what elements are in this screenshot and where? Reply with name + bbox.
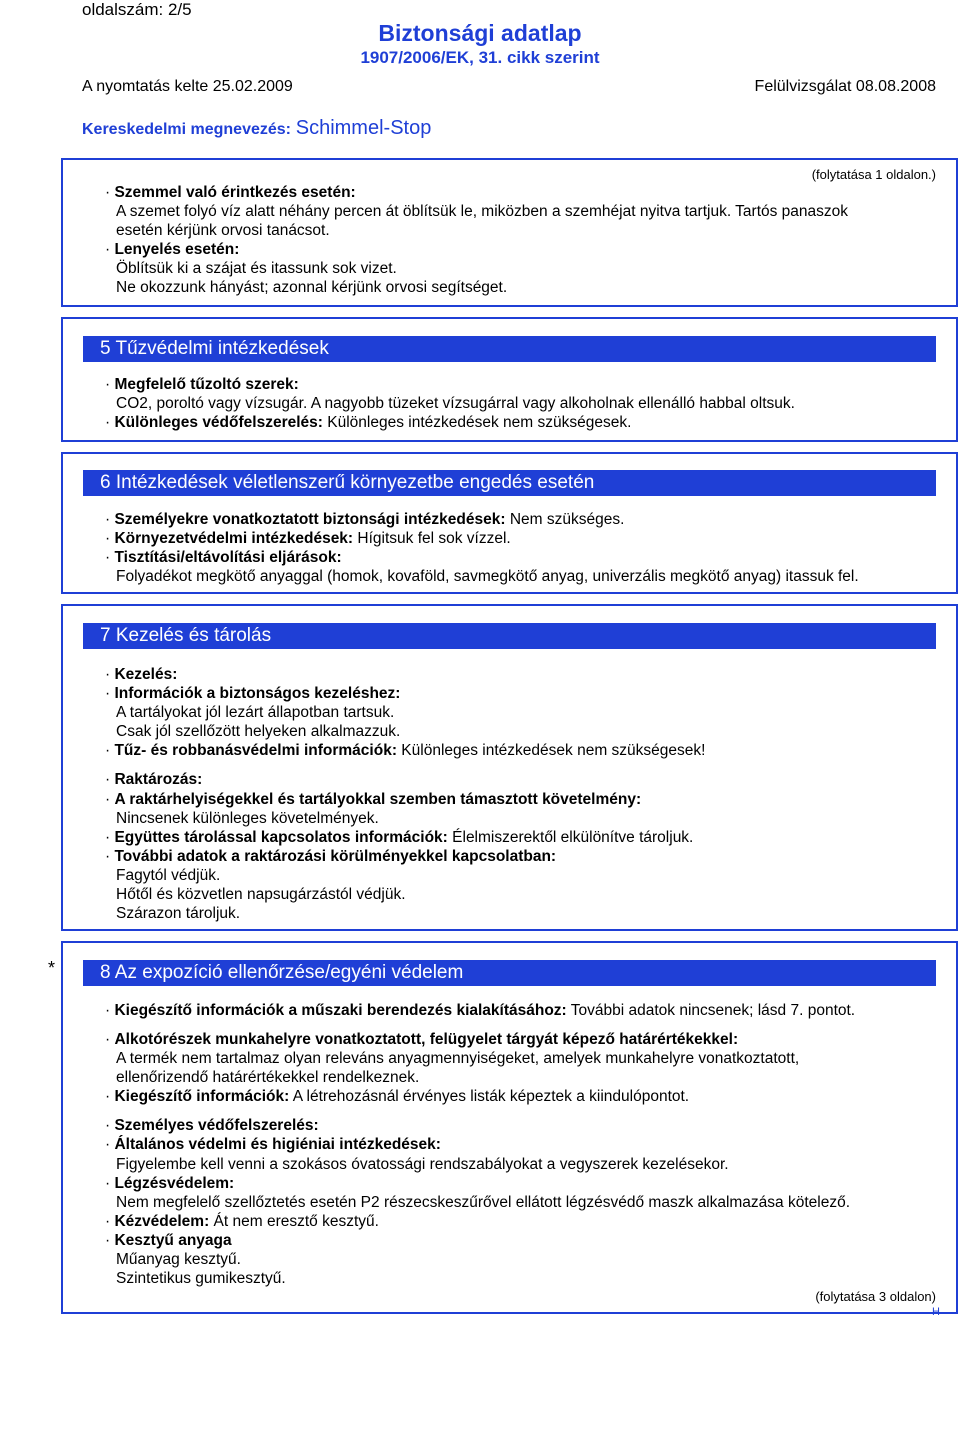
cleanup-row: · Tisztítási/eltávolítási eljárások: (105, 549, 342, 566)
handling-label: Kezelés: (114, 666, 178, 683)
glove-material-text-1: Műanyag kesztyű. (116, 1251, 241, 1268)
revision-date: Felülvizsgálat 08.08.2008 (754, 78, 936, 95)
additional-info-label: Kiegészítő információk: (114, 1088, 290, 1105)
additional-info-row: · Kiegészítő információk: A létrehozásnál érvényes listák képeztek a kiindulópontot. (105, 1088, 690, 1105)
common-storage-label: Együttes tárolással kapcsolatos információk: (114, 829, 448, 846)
storage-requirements-text: Nincsenek különleges követelmények. (116, 810, 379, 827)
additional-info-text: A létrehozásnál érvényes listák képeztek a kiindulópontot. (292, 1088, 690, 1105)
personal-precautions-row: · Személyekre vonatkoztatott biztonsági intézkedések: Nem szükséges. (105, 511, 625, 528)
storage-requirements-row: · A raktárhelyiségekkel és tartályokkal szemben támasztott követelmény: (105, 791, 642, 808)
storage-label: Raktározás: (114, 771, 203, 788)
common-storage-text: Élelmiszerektől elkülönítve tároljuk. (452, 829, 694, 846)
section-6-title: 6 Intézkedések véletlenszerű környezetbe engedés esetén (83, 470, 936, 496)
fire-explosion-row: · Tűz- és robbanásvédelmi információk: Különleges intézkedések nem szükségesek! (105, 742, 706, 759)
swallow-text-1: Öblítsük ki a szájat és itassunk sok vizet. (116, 260, 397, 277)
safe-handling-text-1: A tartályokat jól lezárt állapotban tartsuk. (116, 704, 395, 721)
swallow-text-2: Ne okozzunk hányást; azonnal kérjünk orvosi segítséget. (116, 279, 508, 296)
extinguishing-media-text: CO2, poroltó vagy vízsugár. A nagyobb tüzeket vízsugárral vagy alkoholnak ellenálló habbal oltsuk. (116, 395, 795, 412)
storage-row: · Raktározás: (105, 771, 203, 788)
general-measures-text: Figyelembe kell venni a szokásos óvatossági rendszabályokat a vegyszerek kezelésekor. (116, 1156, 729, 1173)
safe-handling-text-2: Csak jól szellőzött helyeken alkalmazzuk. (116, 723, 401, 740)
respiratory-text: Nem megfelelő szellőztetés esetén P2 részecskeszűrővel ellátott légzésvédő maszk alkalmazása kötelező. (116, 1194, 851, 1211)
handling-row: · Kezelés: (105, 666, 178, 683)
ppe-row: · Személyes védőfelszerelés: (105, 1117, 319, 1134)
glove-material-label: Kesztyű anyaga (114, 1232, 232, 1249)
storage-requirements-label: A raktárhelyiségekkel és tartályokkal szemben támasztott követelmény: (114, 791, 642, 808)
document-title: Biztonsági adatlap (378, 20, 582, 46)
environmental-text: Hígitsuk fel sok vízzel. (357, 530, 511, 547)
eye-contact-text-2: esetén kérjünk orvosi tanácsot. (116, 222, 330, 239)
common-storage-row: · Együttes tárolással kapcsolatos információk: Élelmiszerektől elkülönítve tároljuk. (105, 829, 694, 846)
protective-equipment-text: Különleges intézkedések nem szükségesek. (327, 414, 632, 431)
document-subtitle: 1907/2006/EK, 31. cikk szerint (360, 48, 600, 67)
glove-material-text-2: Szintetikus gumikesztyű. (116, 1270, 286, 1287)
first-aid-box (61, 158, 958, 307)
continued-from: (folytatása 1 oldalon.) (811, 167, 936, 182)
storage-conditions-label: További adatok a raktározási körülményekkel kapcsolatban: (114, 848, 557, 865)
eye-contact-row: · Szemmel való érintkezés esetén: (105, 184, 356, 201)
trade-name-row (82, 117, 431, 140)
section-6-box (61, 452, 958, 594)
protective-equipment-label: Különleges védőfelszerelés: (114, 414, 323, 431)
limit-values-row: · Alkotórészek munkahelyre vonatkoztatott, felügyelet tárgyát képező határértékekkel: (105, 1031, 739, 1048)
section-5-box (61, 317, 958, 442)
environmental-row: · Környezetvédelmi intézkedések: Hígitsuk fel sok vízzel. (105, 530, 511, 547)
extinguishing-media-label: Megfelelő tűzoltó szerek: (114, 376, 299, 393)
storage-conditions-text-3: Szárazon tároljuk. (116, 905, 241, 922)
technical-info-row: · Kiegészítő információk a műszaki berendezés kialakításához: További adatok nincsenek; lásd 7. pontot. (105, 1002, 856, 1019)
trade-name-label: Kereskedelmi megnevezés: (82, 121, 291, 138)
glove-material-row: · Kesztyű anyaga (105, 1232, 232, 1249)
general-measures-row: · Általános védelmi és higiéniai intézkedések: (105, 1136, 441, 1153)
respiratory-row: · Légzésvédelem: (105, 1175, 235, 1192)
ppe-label: Személyes védőfelszerelés: (114, 1117, 319, 1134)
cleanup-label: Tisztítási/eltávolítási eljárások: (114, 549, 342, 566)
storage-conditions-text-1: Fagytól védjük. (116, 867, 221, 884)
print-date: A nyomtatás kelte 25.02.2009 (82, 78, 293, 95)
hand-protection-row: · Kézvédelem: Át nem eresztő kesztyű. (105, 1213, 379, 1230)
limit-values-text-2: ellenőrizendő határértékekkel rendelkeznek. (116, 1069, 420, 1086)
swallow-row: · Lenyelés esetén: (105, 241, 240, 258)
page-number: oldalszám: 2/5 (82, 0, 192, 19)
respiratory-label: Légzésvédelem: (114, 1175, 235, 1192)
fire-explosion-label: Tűz- és robbanásvédelmi információk: (114, 742, 397, 759)
protective-equipment-row: · Különleges védőfelszerelés: Különleges intézkedések nem szükségesek. (105, 414, 632, 431)
section-8-title: 8 Az expozíció ellenőrzése/egyéni védelem (83, 960, 936, 986)
hand-protection-label: Kézvédelem: (114, 1213, 210, 1230)
extinguishing-media-row: · Megfelelő tűzoltó szerek: (105, 376, 299, 393)
footer-mark: H (932, 1306, 940, 1318)
storage-conditions-text-2: Hőtől és közvetlen napsugárzástól védjük. (116, 886, 406, 903)
fire-explosion-text: Különleges intézkedések nem szükségesek! (401, 742, 706, 759)
limit-values-label: Alkotórészek munkahelyre vonatkoztatott, felügyelet tárgyát képező határértékekkel: (114, 1031, 739, 1048)
general-measures-label: Általános védelmi és higiéniai intézkedések: (114, 1136, 441, 1153)
swallow-label: Lenyelés esetén: (114, 241, 240, 258)
eye-contact-text-1: A szemet folyó víz alatt néhány percen át öblítsük le, miközben a szemhéjat nyitva tartjuk. Tartós panaszok (116, 203, 849, 220)
storage-conditions-row: · További adatok a raktározási körülményekkel kapcsolatban: (105, 848, 557, 865)
section-7-title: 7 Kezelés és tárolás (83, 623, 936, 649)
technical-info-label: Kiegészítő információk a műszaki berendezés kialakításához: (114, 1002, 567, 1019)
cleanup-text: Folyadékot megkötő anyaggal (homok, kovaföld, savmegkötő anyag, univerzális megkötő anyag) itassuk fel. (116, 568, 859, 585)
environmental-label: Környezetvédelmi intézkedések: (114, 530, 354, 547)
limit-values-text-1: A termék nem tartalmaz olyan releváns anyagmennyiségeket, amelyek munkahelyre vonatkoztatott, (116, 1050, 800, 1067)
continued-on: (folytatása 3 oldalon) (815, 1289, 936, 1304)
trade-name-value: Schimmel-Stop (295, 117, 432, 139)
personal-precautions-label: Személyekre vonatkoztatott biztonsági intézkedések: (114, 511, 506, 528)
safe-handling-row: · Információk a biztonságos kezeléshez: (105, 685, 401, 702)
hand-protection-text: Át nem eresztő kesztyű. (213, 1213, 379, 1230)
section-8-box (61, 941, 958, 1314)
revision-marker: * (48, 958, 56, 978)
safe-handling-label: Információk a biztonságos kezeléshez: (114, 685, 401, 702)
personal-precautions-text: Nem szükséges. (509, 511, 625, 528)
section-7-box (61, 604, 958, 931)
technical-info-text: További adatok nincsenek; lásd 7. pontot. (570, 1002, 856, 1019)
eye-contact-label: Szemmel való érintkezés esetén: (114, 184, 356, 201)
section-5-title: 5 Tűzvédelmi intézkedések (83, 336, 936, 362)
